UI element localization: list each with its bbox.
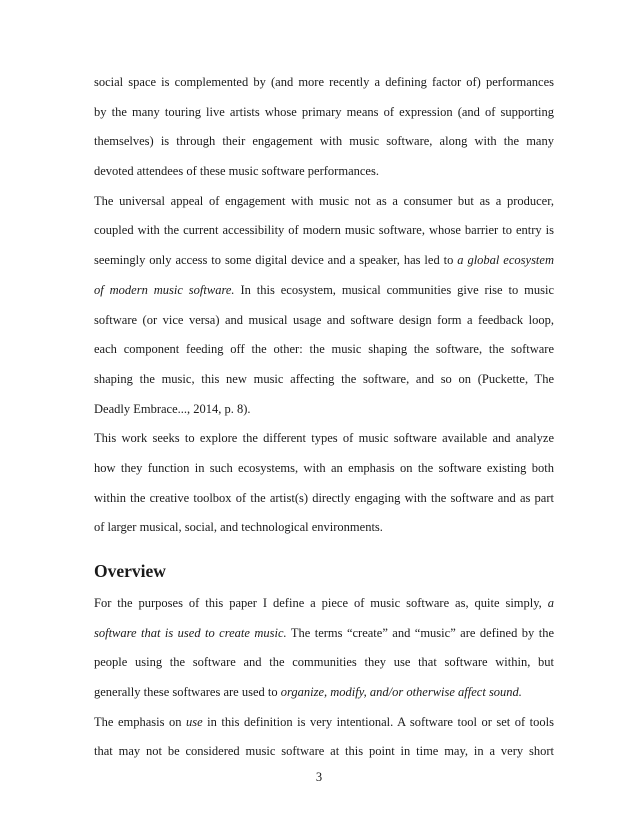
paragraph-line: devoted attendees of these music software performances. [94,164,379,179]
paragraph-line: each component feeding off the other: the music shaping the software, the software [94,342,554,357]
paragraph-line: The universal appeal of engagement with music not as a consumer but as a producer, [94,193,554,208]
paragraph-line: themselves) is through their engagement with music software, along with the many [94,134,554,149]
page-number: 3 [315,770,323,784]
paragraph-line: This work seeks to explore the different types of music software available and analyze [94,431,554,446]
paragraph-line [94,619,554,649]
italic-emphasis: use [186,714,203,729]
paragraph-line: people using the software and the communities they use that software within, but [94,655,554,670]
italic-emphasis: a global ecosystem [457,253,554,268]
paragraph-line: by the many touring live artists whose primary means of expression (and of supporting [94,104,554,119]
paragraph-line: coupled with the current accessibility of modern music software, whose barrier to entry is [94,223,554,238]
page-content [94,68,554,767]
italic-emphasis: of modern music software. [94,282,235,297]
paragraph-line: Deadly Embrace..., 2014, p. 8). [94,401,251,416]
text-run: seemingly only access to some digital device and a speaker, has led to [94,253,458,268]
paragraph-line [94,678,554,708]
paragraph-line [94,246,554,276]
paragraph-line [94,276,554,306]
paragraph-line: software (or vice versa) and musical usage and software design form a feedback loop, [94,312,554,327]
italic-emphasis: a [547,596,554,610]
text-run: The terms “create” and “music” are defined by the [286,625,554,640]
paragraph-line: how they function in such ecosystems, with an emphasis on the software existing both [94,460,554,475]
text-run: The emphasis on [94,714,186,729]
paragraph-line: shaping the music, this new music affecting the software, and so on (Puckette, The [94,371,554,386]
italic-emphasis: organize, modify, and/or otherwise affect sound. [280,685,522,700]
paragraph-line: within the creative toolbox of the artist(s) directly engaging with the software and as part [94,490,554,505]
text-run: In this ecosystem, musical communities give rise to music [234,282,554,297]
paragraph-line: that may not be considered music software at this point in time may, in a very short [94,744,554,759]
text-run: in this definition is very intentional. A software tool or set of tools [202,714,554,729]
paragraph-line: of larger musical, social, and technological environments. [94,520,383,535]
text-run: generally these softwares are used to [94,685,281,700]
section-heading: Overview [94,561,166,581]
paragraph-line [94,708,554,738]
paragraph-line: social space is complemented by (and more recently a defining factor of) performances [94,75,554,89]
text-run: For the purposes of this paper I define a piece of music software as, quite simply, [94,596,548,610]
italic-emphasis: software that is used to create music. [94,625,287,640]
paragraph-line [94,589,554,619]
